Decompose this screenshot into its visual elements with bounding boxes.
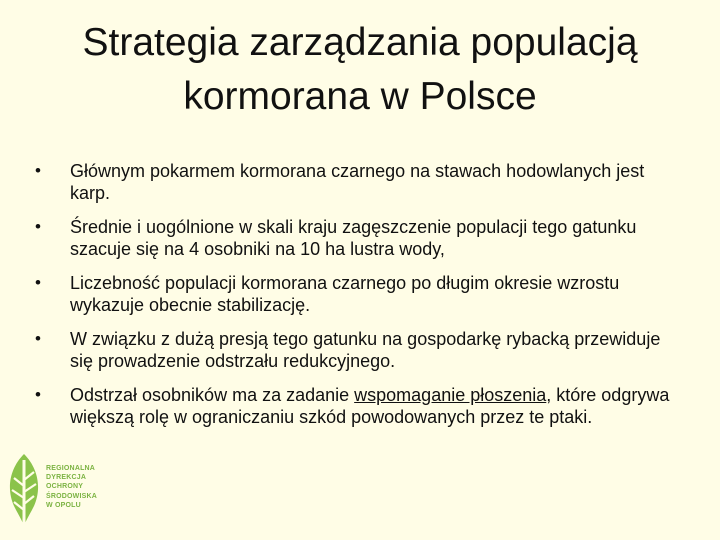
bullet-marker: • xyxy=(35,161,41,180)
underlined-phrase: wspomaganie płoszenia xyxy=(354,385,547,405)
bullet-item xyxy=(28,272,688,316)
title-line-2: kormorana w Polsce xyxy=(183,75,537,118)
bullet-text-before: Odstrzał osobników ma za zadanie xyxy=(70,385,355,405)
bullet-text: Liczebność populacji kormorana czarnego po długim okresie wzrostu wykazuje obecnie stabilizację. xyxy=(70,273,620,315)
bullet-item xyxy=(28,216,688,260)
bullet-text: Średnie i uogólnione w skali kraju zagęszczenie populacji tego gatunku szacuje się na 4 osobniki na 10 ha lustra wody, xyxy=(70,217,637,259)
slide-title xyxy=(20,16,700,124)
logo-line: DYREKCJA xyxy=(46,474,87,482)
logo-text xyxy=(46,464,97,510)
bullet-marker: • xyxy=(35,329,41,348)
bullet-text: W związku z dużą presją tego gatunku na gospodarkę rybacką przewiduje się prowadzenie odstrzału redukcyjnego. xyxy=(70,329,661,371)
logo-line: ŚRODOWISKA xyxy=(46,492,97,500)
title-line-1: Strategia zarządzania populacją xyxy=(82,21,638,64)
bullet-item xyxy=(28,384,688,428)
bullet-list xyxy=(28,160,688,440)
bullet-marker: • xyxy=(35,273,41,292)
bullet-text: Głównym pokarmem kormorana czarnego na stawach hodowlanych jest karp. xyxy=(70,161,645,203)
bullet-marker: • xyxy=(35,217,41,236)
bullet-item xyxy=(28,328,688,372)
bullet-text-after: , które odgrywa większą rolę w ograniczaniu szkód powodowanych przez te ptaki. xyxy=(70,385,670,427)
leaf-icon xyxy=(4,450,44,530)
bullet-marker: • xyxy=(35,385,41,404)
logo-line: REGIONALNA xyxy=(46,465,96,472)
rdos-logo xyxy=(4,450,114,532)
bullet-text xyxy=(70,385,669,427)
logo-line: W OPOLU xyxy=(46,501,81,509)
bullet-item xyxy=(28,160,688,204)
logo-line: OCHRONY xyxy=(46,483,84,491)
